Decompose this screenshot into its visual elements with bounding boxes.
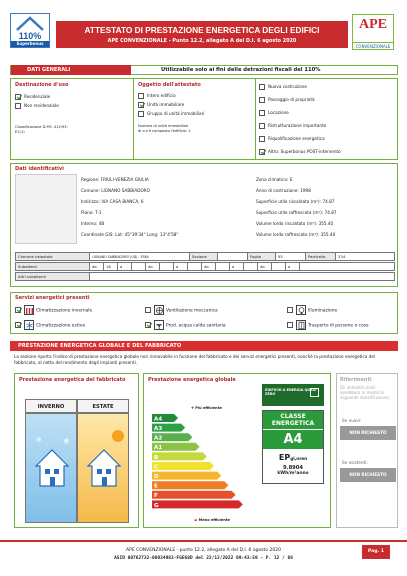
estate-label: ESTATE xyxy=(77,399,129,413)
field-label: Coordinate GIS: xyxy=(81,232,114,237)
field-value: 355.40 xyxy=(320,232,336,237)
id-interno xyxy=(81,218,231,229)
sub-da-value xyxy=(160,263,174,271)
prestazione-heading: PRESTAZIONE ENERGETICA GLOBALE E DEL FABBRICATO xyxy=(10,341,398,351)
subalterni-label: Subalterni xyxy=(16,263,90,271)
nzeb-label: EDIFICIO A ENERGIA QUASI ZERO xyxy=(262,384,324,406)
da-label: da xyxy=(90,263,104,271)
field-label: Regione: xyxy=(81,177,100,182)
option-label: Altro: Superbonus POST-intervento xyxy=(268,149,341,154)
field-value: VIA CASA BIANCA, 6 xyxy=(101,199,144,204)
dati-generali-tab: DATI GENERALI xyxy=(11,65,131,75)
nzeb-checkbox xyxy=(310,388,319,397)
energy-class-label: G xyxy=(154,502,159,509)
motivazione-locazione[interactable] xyxy=(259,106,397,119)
identificativi-title: Dati identificativi xyxy=(15,166,64,172)
option-label: Passaggio di proprietà xyxy=(268,97,315,102)
field-value: E xyxy=(289,177,293,182)
building-photo-placeholder xyxy=(15,174,77,244)
checkbox[interactable] xyxy=(259,123,265,129)
sub-da-value: 16 xyxy=(104,263,118,271)
checkbox-checked[interactable] xyxy=(15,322,21,328)
esistenti-value: NON RICHIESTO xyxy=(340,468,396,482)
dati-generali-header xyxy=(10,65,398,75)
dati-generali-box xyxy=(10,78,398,160)
classe-label: CLASSE ENERGETICA xyxy=(263,411,323,429)
house-winter-icon xyxy=(26,414,78,524)
piu-efficiente-label: ✚ Più efficiente xyxy=(191,406,222,410)
field-value: Lat: 45°39'34" Long: 13°4'58" xyxy=(115,232,179,237)
destinazione-section xyxy=(15,82,135,134)
altri-subalterni-value xyxy=(90,273,395,281)
globale-title: Prestazione energetica globale xyxy=(148,377,236,383)
energy-class-bar xyxy=(152,462,214,470)
numero-unita-label: Numero di unità immobiliari xyxy=(138,124,189,128)
dati-generali-note: Utilizzabile solo ai fini delle detrazioni fiscali del 110% xyxy=(161,67,321,73)
altri-subalterni-label: Altri subalterni xyxy=(16,273,90,281)
motivazione-section xyxy=(259,80,397,158)
id-sup-riscaldata xyxy=(256,196,396,207)
motivazione-passaggio-proprieta[interactable] xyxy=(259,93,397,106)
option-label: Residenziale xyxy=(24,94,51,99)
servizio-label: Ventilazione meccanica xyxy=(166,308,218,314)
superbonus-logo xyxy=(10,13,50,48)
id-vol-raffrescato xyxy=(256,229,396,240)
checkbox-checked[interactable] xyxy=(145,322,151,328)
classificazione-value: E1(1) xyxy=(15,129,25,134)
id-anno xyxy=(256,185,396,196)
a-label: a xyxy=(174,263,188,271)
energy-class-label: C xyxy=(154,464,159,471)
fabbricato-box xyxy=(14,373,139,528)
servizio-label: Climatizzazione estiva xyxy=(36,323,86,329)
meno-efficiente-label: ▬ Meno efficiente xyxy=(194,518,230,522)
servizio-ventilazione[interactable] xyxy=(145,305,218,317)
document-subtitle: APE CONVENZIONALE - Punto 12.2, allegato A del D.I. 6 agosto 2020 xyxy=(107,38,297,44)
riferimenti-title: Riferimenti xyxy=(340,377,372,383)
servizi-box xyxy=(10,292,398,334)
energy-class-label: A1 xyxy=(154,445,163,452)
field-label: Volume lordo raffrescato (m³): xyxy=(256,232,320,237)
checkbox[interactable] xyxy=(138,111,144,117)
ape-logo-sub: CONVENZIONALE xyxy=(353,42,393,49)
id-coordinate xyxy=(81,229,231,240)
sub-a-value xyxy=(188,263,202,271)
foglio-value: 55 xyxy=(276,253,306,261)
energy-class-label: D xyxy=(154,474,159,480)
field-label: Indirizzo: xyxy=(81,199,100,204)
nuovi-label: Se nuovi: xyxy=(342,418,362,423)
ep-text: EP xyxy=(278,453,291,462)
piu-efficiente-text: Più efficiente xyxy=(195,406,222,410)
bulb-icon xyxy=(296,305,306,315)
identificativi-left xyxy=(81,174,231,240)
servizio-clim-invernale[interactable] xyxy=(15,305,92,317)
field-value: T-1 xyxy=(95,210,102,215)
field-value: LIGNANO SABBIADORO xyxy=(101,188,150,193)
ep-unit: kWh/m²anno xyxy=(277,471,309,476)
field-value: 355.40 xyxy=(318,221,334,226)
fabbricato-title: Prestazione energetica del fabbricato xyxy=(19,377,126,383)
option-label: Nuova costruzione xyxy=(268,84,307,89)
checkbox[interactable] xyxy=(259,84,265,90)
a-label: a xyxy=(230,263,244,271)
option-intero-edificio[interactable] xyxy=(138,91,253,100)
nuovi-value: NON RICHIESTO xyxy=(340,426,396,440)
energy-class-bar xyxy=(152,481,228,489)
sub-da-value xyxy=(272,263,286,271)
sub-a-value xyxy=(132,263,146,271)
particella-value: 234 xyxy=(336,253,395,261)
identificativi-right xyxy=(256,174,396,240)
field-value: 74.87 xyxy=(322,199,335,204)
ep-label xyxy=(263,453,323,462)
servizio-label: Climatizzazione invernale xyxy=(36,308,93,314)
fan-icon xyxy=(154,305,164,315)
motivazione-altro[interactable] xyxy=(259,145,397,158)
oggetto-section xyxy=(138,82,253,133)
foglio-label: Foglio xyxy=(248,253,276,261)
option-label: Riqualificazione energetica xyxy=(268,136,325,141)
ape-logo xyxy=(352,14,394,50)
energy-class-label: E xyxy=(154,483,158,490)
footer-line2: ASID 00762732-00834983-FGE68D del 22/12/2022 09:43:59 - P. 12 / 86 xyxy=(114,556,293,561)
sezione-label: Sezione xyxy=(190,253,218,261)
field-label: Zona climatica: xyxy=(256,177,289,182)
page-number: Pag. 1 xyxy=(362,545,390,559)
field-label: Volume lordo riscaldato (m³): xyxy=(256,221,318,226)
field-label: Piano: xyxy=(81,210,94,215)
energy-class-bar xyxy=(152,500,243,508)
energy-class-label: A3 xyxy=(154,426,163,432)
servizio-trasporto[interactable] xyxy=(287,320,369,332)
option-unita-immobiliare[interactable] xyxy=(138,100,253,109)
servizio-label: Trasporto di persone o cose xyxy=(308,323,369,329)
prestazione-intro: La sezione riporta l'indice di prestazione energetica globale non rinnovabile in funzione del fabbricato e dei servizi energetici presenti, nonché la prestazione energetica del fabbricato, al netto del rendimento degli impianti presenti. xyxy=(14,354,376,365)
sub-a-value xyxy=(244,263,258,271)
energy-class-label: A2 xyxy=(154,435,163,442)
option-label: Unità immobiliare xyxy=(147,102,185,107)
field-label: Superficie utile raffrescata (m²): xyxy=(256,210,324,215)
id-vol-riscaldato xyxy=(256,218,396,229)
field-label: Superficie utile riscaldata (m²): xyxy=(256,199,322,204)
motivazione-ristrutturazione[interactable] xyxy=(259,119,397,132)
checkbox-checked[interactable] xyxy=(15,94,21,100)
divider xyxy=(133,79,134,159)
destinazione-title: Destinazione d'uso xyxy=(15,82,69,88)
ep-sub: gl,nren xyxy=(290,456,308,461)
option-label: Ristrutturazione importante xyxy=(268,123,327,128)
field-label: Comune: xyxy=(81,188,100,193)
da-label: da xyxy=(258,263,272,271)
servizio-label: Prod. acqua calda sanitaria xyxy=(166,323,226,329)
document-title: ATTESTATO DI PRESTAZIONE ENERGETICA DEGLI EDIFICI xyxy=(84,25,320,35)
id-sup-raffrescata xyxy=(256,207,396,218)
estate-panel xyxy=(77,413,129,523)
field-label: Interno: xyxy=(81,221,98,226)
da-label: da xyxy=(202,263,216,271)
comune-catastale-value: LIGNANO SABBIADORO (UD) - E584 xyxy=(90,253,190,261)
footer-divider xyxy=(0,540,407,542)
checkbox[interactable] xyxy=(259,136,265,142)
checkbox[interactable] xyxy=(145,307,151,313)
ep-value: 9.8904 xyxy=(282,465,304,471)
footer-line1: APE CONVENZIONALE - punto 12.2, allegato A del D.I. 6 agosto 2020 xyxy=(126,548,281,553)
checkbox-checked[interactable] xyxy=(259,149,265,155)
option-non-residenziale[interactable] xyxy=(15,101,135,110)
checkbox[interactable] xyxy=(287,322,293,328)
inverno-panel xyxy=(25,413,77,523)
da-label: da xyxy=(146,263,160,271)
numero-unita-text: di cui è composto l'edificio: xyxy=(138,128,188,133)
energy-class-label: F xyxy=(154,493,158,500)
option-label: Non residenziale xyxy=(24,103,59,108)
field-value: 4B xyxy=(98,221,105,226)
option-residenziale[interactable] xyxy=(15,92,135,101)
id-zona-climatica xyxy=(256,174,396,185)
id-comune xyxy=(81,185,231,196)
field-value: 74.87 xyxy=(324,210,337,215)
field-value: FRIULI-VENEZIA GIULIA xyxy=(100,177,149,182)
checkbox[interactable] xyxy=(138,93,144,99)
energy-class-bar xyxy=(152,491,236,499)
ape-logo-text: APE xyxy=(359,17,387,32)
checkbox-checked[interactable] xyxy=(138,102,144,108)
catasto-table xyxy=(15,252,395,281)
classe-value: A4 xyxy=(263,429,323,449)
svg-text:❄: ❄ xyxy=(63,437,70,446)
field-label: Anno di costruzione: xyxy=(256,188,299,193)
motivazione-nuova-costruzione[interactable] xyxy=(259,80,397,93)
inverno-label: INVERNO xyxy=(25,399,77,413)
a-label: a xyxy=(118,263,132,271)
id-indirizzo xyxy=(81,196,231,207)
field-value: 1998 xyxy=(300,188,311,193)
checkbox[interactable] xyxy=(15,103,21,109)
oggetto-title: Oggetto dell'attestato xyxy=(138,82,201,88)
globale-box xyxy=(143,373,331,528)
classificazione-label: Classificazione D.P.R. 412/93: xyxy=(15,125,68,129)
riferimenti-box xyxy=(336,373,398,528)
energy-class-label: A4 xyxy=(154,416,163,423)
logo-percent: 110% xyxy=(18,31,42,41)
servizio-clim-estiva[interactable] xyxy=(15,320,85,332)
elevator-icon xyxy=(296,320,306,330)
servizio-label: Illuminazione xyxy=(308,308,338,314)
sub-a-value xyxy=(300,263,395,271)
comune-catastale-label: Comune catastale xyxy=(16,253,90,261)
option-label: Gruppo di unità immobiliari xyxy=(147,111,205,116)
energy-class-label: B xyxy=(154,454,159,461)
riferimenti-text: Gli immobili simili avrebbero in media la seguente classificazione: xyxy=(340,385,391,401)
checkbox[interactable] xyxy=(259,97,265,103)
servizio-illuminazione[interactable] xyxy=(287,305,337,317)
id-regione xyxy=(81,174,231,185)
divider xyxy=(255,79,256,159)
option-label: Intero edificio xyxy=(147,93,176,98)
servizi-title: Servizi energetici presenti xyxy=(15,295,90,301)
energy-class-scale xyxy=(152,414,262,514)
classe-box xyxy=(262,410,324,484)
logo-superbonus-label: Superbonus xyxy=(11,41,49,47)
numero-unita-value: 1 xyxy=(188,128,191,133)
svg-text:❄: ❄ xyxy=(36,436,42,444)
snowflake-icon xyxy=(24,320,34,330)
particella-label: Particella xyxy=(306,253,336,261)
checkbox[interactable] xyxy=(287,307,293,313)
sub-da-value xyxy=(216,263,230,271)
servizio-acqua-calda[interactable] xyxy=(145,320,226,332)
a-label: a xyxy=(286,263,300,271)
motivazione-riqualificazione[interactable] xyxy=(259,132,397,145)
checkbox[interactable] xyxy=(259,110,265,116)
option-gruppo-unita[interactable] xyxy=(138,109,253,118)
option-label: Locazione xyxy=(268,110,289,115)
meno-efficiente-text: Meno efficiente xyxy=(198,518,230,522)
checkbox-checked[interactable] xyxy=(15,307,21,313)
sezione-value xyxy=(218,253,248,261)
tap-icon xyxy=(154,320,164,330)
radiator-icon xyxy=(24,305,34,315)
energy-class-bar xyxy=(152,452,207,460)
house-roof-icon xyxy=(16,16,44,31)
numero-unita-label2 xyxy=(138,129,253,134)
esistenti-label: Se esistenti: xyxy=(342,460,368,465)
identificativi-box xyxy=(10,163,398,287)
house-summer-icon xyxy=(78,414,130,524)
title-bar xyxy=(56,21,348,48)
id-piano xyxy=(81,207,231,218)
energy-class-bar xyxy=(152,472,221,480)
